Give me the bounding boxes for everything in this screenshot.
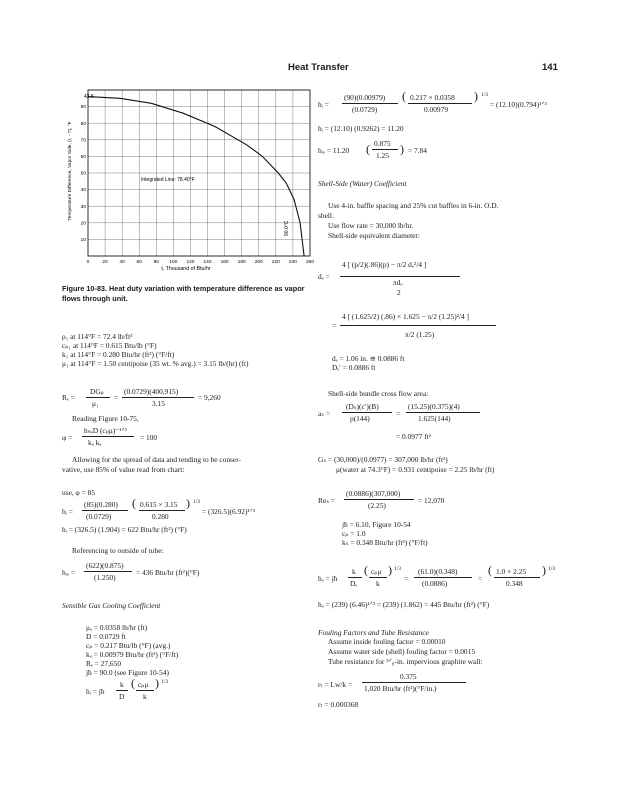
- phi-num: hₙₒD (cₚμ)⁻¹ᐟ³: [84, 426, 127, 435]
- hj-den2: k: [143, 692, 147, 701]
- prop-density: ρ₁ at 114°F = 72.4 lb/ft³: [62, 332, 133, 341]
- re-den2: 3.15: [152, 399, 165, 408]
- hi-num1: (85)(0.280): [84, 500, 118, 509]
- ho-num4: 1.0 × 2.25: [496, 567, 527, 576]
- re-res: = 9,260: [198, 393, 221, 402]
- foul-line2: Assume water side (shell) fouling factor = 0.0015: [328, 647, 476, 656]
- gas-k: kₐ = 0.00979 Btu/hr (ft²) (°F/ft): [86, 650, 179, 659]
- ho-den4: 0.348: [506, 579, 523, 588]
- chart-xlabel: t, Thousand of Btu/hr: [161, 266, 211, 272]
- de2-eq: =: [332, 321, 337, 330]
- h3-lhs: hᵢₒ = 11.20: [318, 146, 350, 155]
- phi-den: kₐ kₐ: [88, 438, 102, 447]
- ho-num2: cₚμ: [371, 567, 382, 576]
- ho-exp2: 1/3: [548, 566, 556, 572]
- hj-lhs: hᵢ = jħ: [86, 687, 105, 696]
- chart-ytick: 70: [80, 138, 86, 144]
- use-line3: Use flow rate = 30,000 lb/hr.: [328, 221, 414, 230]
- chart-xtick: 160: [220, 260, 229, 265]
- ref-note: Referencing to outside of tube:: [72, 546, 164, 555]
- foul-line3: Tube resistance for ⁵ᐟ₈-in. impervious graphite wall:: [328, 657, 483, 666]
- as-lhs: aₛ =: [318, 409, 331, 418]
- prop-k: k₁ at 114°F = 0.280 Btu/hr (ft²) (°F/ft): [62, 350, 175, 359]
- figure-caption: Figure 10-83. Heat duty variation with temperature difference as vapor flows through unit.: [62, 284, 305, 303]
- mu-line: μ(water at 74.3°F) = 0.931 centipoise = 2.25 lb/hr (ft): [336, 465, 495, 474]
- de-den2: 2: [397, 288, 401, 297]
- chart-ytick: 90: [80, 105, 86, 111]
- chart-xtick: 60: [136, 260, 142, 265]
- chart-xtick: 260: [305, 260, 314, 265]
- h3-res: = 7.84: [408, 146, 427, 155]
- as-den1: p(144): [350, 414, 370, 423]
- rt-line2: rₜ = 0.000368: [318, 700, 359, 709]
- annotation-start: 43.5: [84, 94, 94, 100]
- phi-res: = 100: [140, 433, 158, 442]
- hj-num1: k: [120, 680, 124, 689]
- chart-ytick: 30: [80, 204, 86, 210]
- chart-xtick: 80: [153, 260, 159, 265]
- hj-num2: cₚμ: [138, 680, 149, 689]
- h1-den2: 0.00979: [424, 105, 449, 114]
- foul-title: Fouling Factors and Tube Resistance: [318, 628, 429, 637]
- chart-ylabel: Temperature Difference, Vapor Side, (t, - T), °F: [68, 121, 73, 221]
- re-num2: (0.0729)(400,915): [124, 387, 179, 396]
- de-lhs: dₑ =: [318, 272, 330, 281]
- ho-den3: (0.0886): [422, 579, 448, 588]
- de-num: 4 [ (p/2)(.86)(p) − π/2 dₒ²/4 ]: [342, 260, 427, 269]
- res-num: (0.0886)(307,000): [346, 489, 401, 498]
- rt-den: 1,020 Btu/hr (ft²)(°F/in.): [364, 684, 437, 693]
- chart-ytick: 20: [80, 221, 86, 227]
- hio-lhs: hᵢₒ =: [62, 568, 76, 577]
- chart-ytick: 60: [80, 155, 86, 160]
- chart-ticks: [81, 104, 314, 265]
- chart-xtick: 20: [102, 260, 108, 265]
- as-res: = 0.0977 ft²: [396, 432, 431, 441]
- k-line: kₛ = 0.348 Btu/hr (ft²) (°F/ft): [342, 538, 428, 547]
- chart-xtick: 240: [288, 260, 297, 265]
- ho-line2: hₒ = (239) (6.46)¹ᐟ³ = (239) (1.862) = 445 Btu/hr (ft²) (°F): [318, 600, 490, 609]
- h2-line: hᵢ = (12.10) (0.9262) = 11.20: [318, 124, 404, 133]
- running-title: Heat Transfer: [288, 62, 349, 73]
- h3-num: 0.875: [374, 139, 391, 148]
- hio-den: (1.250): [94, 573, 116, 582]
- rt-lhs: rₜ = Lᴡ/k =: [318, 680, 353, 689]
- as-num2: (15.25)(0.375)(4): [408, 402, 460, 411]
- ho-den2: k: [376, 579, 380, 588]
- res-lhs: Reₛ =: [318, 496, 335, 505]
- res-den: (2.25): [368, 501, 386, 510]
- prop-mu: μ₁ at 114°F = 1.50 centipoise (35 wt. % avg.) = 3.15 lb/(hr) (ft): [62, 359, 249, 368]
- reading-note: Reading Figure 10-75,: [72, 414, 139, 423]
- re-eq: =: [114, 393, 119, 402]
- chart-xtick: 120: [186, 260, 195, 265]
- ho-lhs: hₒ = jħ: [318, 574, 338, 583]
- sens-title: Sensible Gas Cooling Coefficient: [62, 601, 161, 610]
- chart-xtick: 40: [119, 260, 125, 265]
- gas-mu: μₐ = 0.0358 lb/hr (ft): [86, 623, 148, 632]
- chart-ytick: 40: [80, 188, 86, 194]
- hi-exp: 1/3: [193, 499, 201, 505]
- gs-line: Gₛ = (30,000)/(0.0977) = 307,000 lb/hr (ft²): [318, 455, 448, 464]
- phi-lhs: φ =: [62, 433, 73, 442]
- gas-d: D = 0.0729 ft: [86, 632, 126, 641]
- hio-res: = 436 Btu/hr (ft²)(°F): [136, 568, 200, 577]
- chart-xtick: 180: [237, 260, 246, 265]
- de-den1: πdₒ: [393, 278, 403, 287]
- prop-cp: cₚ₁ at 114°F = 0.615 Btu/lb (°F): [62, 341, 157, 350]
- allow-line1: Allowing for the spread of data and tending to be conser-: [72, 455, 241, 464]
- re-den: μ₁: [92, 399, 99, 408]
- hio-num: (622)(0.875): [86, 561, 124, 570]
- de-val1: dₑ = 1.06 in. ≅ 0.0886 ft: [332, 354, 405, 363]
- hi-num2: 0.615 × 3.15: [140, 500, 178, 509]
- h1-num1: (90)(0.00979): [344, 93, 386, 102]
- h3-den: 1.25: [376, 151, 389, 160]
- gas-cp: cₚ = 0.217 Btu/lb (°F) (avg.): [86, 641, 171, 650]
- h1-res: = (12.10)(0.794)¹ᐟ³: [490, 100, 547, 109]
- annotation-integrated: Integrated Line: 78.40°F: [141, 177, 195, 183]
- gas-jh: jħ = 90.0 (see Figure 10-54): [86, 668, 169, 677]
- annotation-temp: 90.0°C: [284, 220, 290, 236]
- chart-ytick: 50: [80, 171, 86, 177]
- use-line2: shell.: [318, 211, 334, 220]
- use-line1: Use 4-in. baffle spacing and 25% cut baffles in 6-in. O.D.: [328, 201, 499, 210]
- res-res: = 12,070: [418, 496, 445, 505]
- foul-line1: Assume inside fouling factor = 0.00010: [328, 637, 446, 646]
- ho-eq2: =: [478, 574, 483, 583]
- as-eq: =: [396, 409, 401, 418]
- allow-line2: vative, use 85% of value read from chart:: [62, 465, 185, 474]
- h1-lhs: hᵢ =: [318, 100, 329, 109]
- rt-num: 0.375: [400, 672, 417, 681]
- re-num: DGₚ: [90, 387, 104, 396]
- hi-lhs: hᵢ =: [62, 507, 73, 516]
- chart-ytick: 10: [80, 238, 86, 243]
- ho-eq: =: [404, 574, 409, 583]
- h1-num2: 0.217 × 0.0358: [410, 93, 455, 102]
- de2-num: 4 [ (1.625/2) (.86) × 1.625 − π/2 (1.25)²/4 ]: [342, 312, 469, 321]
- jh-line: jħ = 6.10, Figure 10-54: [342, 520, 411, 529]
- use-line4: Shell-side equivalent diameter:: [328, 231, 420, 240]
- chart-grid: [88, 90, 310, 256]
- use-phi: use, φ = 85: [62, 488, 96, 497]
- re-lhs: Rₑ =: [62, 393, 75, 402]
- ho-den1: Dₑ: [350, 579, 358, 588]
- ho-num3: (61.0)(0.348): [418, 567, 458, 576]
- cp-line: cₚ = 1.0: [342, 529, 366, 538]
- ho-exp: 1/3: [394, 566, 402, 572]
- chart-xtick: 0: [86, 260, 90, 265]
- h1-den1: (0.0729): [352, 105, 378, 114]
- chart-xtick: 140: [203, 260, 212, 265]
- duty-curve: [88, 97, 304, 256]
- chart-xtick: 220: [271, 260, 280, 265]
- h1-exp: 1/3: [481, 92, 489, 98]
- chart-xtick: 200: [254, 260, 263, 265]
- hj-den1: D: [119, 692, 125, 701]
- chart-xtick: 100: [169, 260, 178, 265]
- hi-den2: 0.280: [152, 512, 169, 521]
- as-den2: 1.625(144): [418, 414, 451, 423]
- chart-ytick: 80: [80, 121, 86, 127]
- hi-line2: hᵢ = (326.5) (1.904) = 622 Btu/hr (ft²) (°F): [62, 525, 187, 534]
- de-val2: Dₑ′ = 0.0886 ft: [332, 363, 376, 372]
- de2-den: π/2 (1.25): [405, 330, 435, 339]
- hi-den1: (0.0729): [86, 512, 112, 521]
- shell-title: Shell-Side (Water) Coefficient: [318, 179, 407, 188]
- hj-exp: 1/3: [161, 679, 169, 685]
- gas-re: Rₑ = 27,650: [86, 659, 122, 668]
- bundle-note: Shell-side bundle cross flow area:: [328, 389, 429, 398]
- hi-res: = (326.5)(6.92)¹ᐟ³: [202, 507, 255, 516]
- as-num1: (Dₛ)(c′)(B): [346, 402, 379, 411]
- ho-num1: k: [352, 567, 356, 576]
- duty-chart: [66, 86, 314, 272]
- page-number: 141: [542, 62, 558, 73]
